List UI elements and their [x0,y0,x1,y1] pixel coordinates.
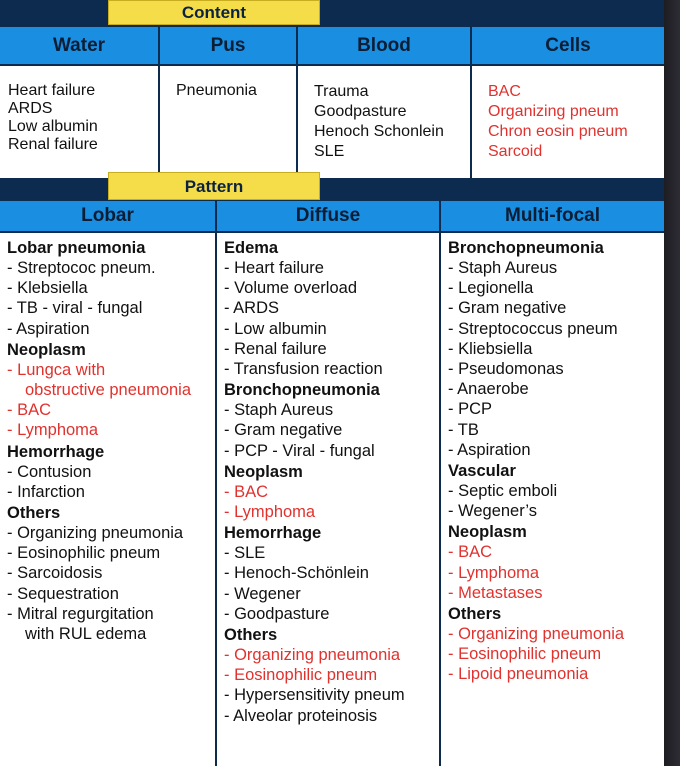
list-item: - Aspiration [448,440,531,459]
list-item: - TB - viral - fungal [7,299,143,318]
list-item: - Pseudomonas [448,360,564,379]
list-item: - Septic emboli [448,482,558,501]
header-diffuse: Diffuse [217,201,441,231]
pattern-header-row [0,201,664,231]
list-item: - Sarcoidosis [7,564,103,583]
list-item: - Aspiration [7,319,90,338]
cells-item: Organizing pneum [488,103,619,120]
multifocal-column [441,233,664,766]
list-item: - Klebsiella [7,279,88,298]
list-item: - Lungca with [7,360,106,379]
list-item: - Streptococ pneum. [7,259,156,277]
list-item: - Anaerobe [448,380,529,399]
list-item: - BAC [7,401,52,420]
list-item: - Eosinophilic pneum [7,544,161,563]
list-item: - PCP - Viral - fungal [224,441,375,460]
section-heading: Bronchopneumonia [224,381,380,400]
section-heading: Neoplasm [448,523,527,542]
blood-item: Goodpasture [314,103,407,120]
list-item: - Organizing pneumonia [7,524,184,543]
list-item: - Henoch-Schönlein [224,564,369,583]
list-item: - Sequestration [7,584,119,603]
header-multifocal: Multi-focal [441,201,664,231]
list-item: - Renal failure [224,339,327,358]
pus-cell [160,66,298,178]
water-item: ARDS [8,100,53,117]
section-heading: Edema [224,239,279,257]
list-item: - Organizing pneumonia [224,646,401,665]
section-heading: Bronchopneumonia [448,239,604,257]
list-item: - Transfusion reaction [224,360,383,379]
header-lobar: Lobar [0,201,217,231]
list-item: - Lipoid pneumonia [448,665,589,684]
section-heading: Vascular [448,462,516,481]
list-item: - BAC [224,482,269,501]
list-item: obstructive pneumonia [25,381,192,400]
list-item: - Hypersensitivity pneum [224,686,405,705]
list-item: - Lymphoma [448,563,540,582]
header-blood: Blood [298,27,472,64]
blood-item: Henoch Schonlein [314,123,444,140]
section-heading: Hemorrhage [224,524,322,543]
content-tab: Content [108,0,320,25]
water-item: Renal failure [8,136,98,153]
list-item: - Staph Aureus [448,259,558,277]
list-item: - Organizing pneumonia [448,625,625,644]
list-item: - Contusion [7,462,92,481]
cells-item: Chron eosin pneum [488,123,628,140]
water-item: Low albumin [8,118,98,135]
list-item: with RUL edema [25,625,147,644]
list-item: - Lymphoma [224,503,316,522]
pattern-body-row [0,233,664,766]
content-body-row [0,66,664,178]
cells-item: BAC [488,83,521,100]
list-item: - SLE [224,544,266,563]
list-item: - TB [448,420,479,439]
section-heading: Neoplasm [7,340,86,359]
list-item: - BAC [448,543,493,562]
content-header-row [0,27,664,64]
lobar-column [0,233,217,766]
list-item: - Streptococcus pneum [448,319,618,338]
list-item: - ARDS [224,299,280,318]
cells-item: Sarcoid [488,143,543,160]
list-item: - Legionella [448,279,534,298]
diffuse-column [217,233,441,766]
section-heading: Others [224,626,278,645]
section-heading: Others [7,504,61,523]
blood-item: Trauma [314,83,369,100]
list-item: - Alveolar proteinosis [224,706,378,725]
section-heading: Hemorrhage [7,442,105,461]
header-water: Water [0,27,160,64]
list-item: - Eosinophilic pneum [224,666,378,685]
list-item: - Staph Aureus [224,401,334,420]
list-item: - Low albumin [224,319,327,338]
water-cell [0,66,160,178]
blood-item: SLE [314,143,345,160]
list-item: - Wegener [224,584,301,603]
list-item: - Mitral regurgitation [7,604,154,623]
list-item: - Infarction [7,482,85,501]
blood-cell [298,66,472,178]
list-item: - Goodpasture [224,604,330,623]
header-pus: Pus [160,27,298,64]
list-item: - Heart failure [224,259,324,277]
pattern-tab: Pattern [108,172,320,200]
list-item: - Gram negative [448,299,567,318]
cells-cell [472,66,664,178]
water-item: Heart failure [8,82,96,99]
list-item: - PCP [448,400,493,419]
list-item: - Volume overload [224,279,357,298]
list-item: - Kliebsiella [448,339,533,358]
list-item: - Metastases [448,583,543,602]
list-item: - Eosinophilic pneum [448,645,602,664]
section-heading: Others [448,605,502,624]
pus-item: Pneumonia [176,82,257,99]
header-cells: Cells [472,27,664,64]
list-item: - Gram negative [224,421,343,440]
list-item: - Wegener’s [448,502,537,521]
section-heading: Neoplasm [224,462,303,481]
screen-edge [664,0,680,766]
section-heading: Lobar pneumonia [7,239,146,257]
list-item: - Lymphoma [7,421,99,440]
